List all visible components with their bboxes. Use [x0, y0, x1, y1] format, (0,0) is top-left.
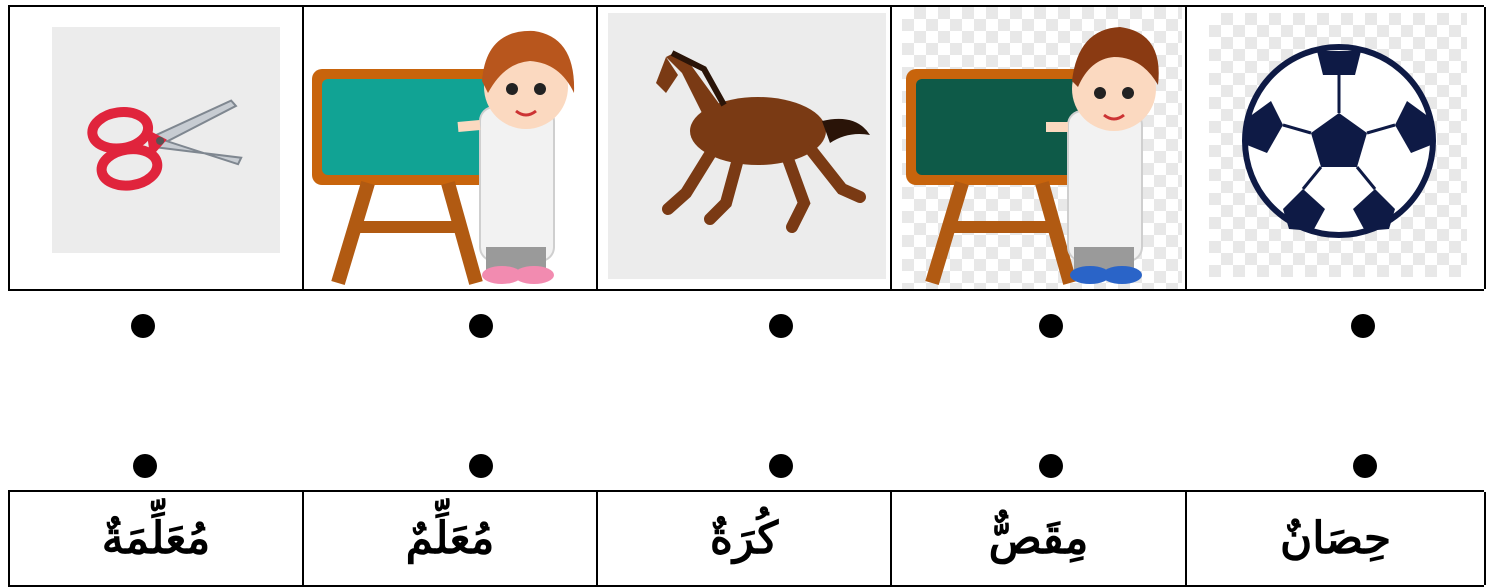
word-label: مُعَلِّمٌ	[405, 512, 495, 564]
picture-row	[8, 5, 1484, 291]
soccer-ball-icon	[1209, 13, 1467, 277]
picture-cell-soccer-ball	[1187, 7, 1486, 289]
word-label: مُعَلِّمَةٌ	[101, 512, 211, 564]
soccer-ball-image	[1209, 13, 1467, 277]
picture-cell-female-teacher	[304, 7, 598, 289]
word-label: كُرَةٌ	[709, 512, 779, 564]
picture-dot-3[interactable]	[769, 314, 793, 338]
word-label: مِقَصٌّ	[988, 512, 1089, 564]
female-teacher-image	[308, 7, 594, 289]
male-teacher-icon	[902, 7, 1182, 289]
word-dot-2[interactable]	[469, 454, 493, 478]
picture-dot-2[interactable]	[469, 314, 493, 338]
picture-dot-5[interactable]	[1351, 314, 1375, 338]
word-dot-5[interactable]	[1353, 454, 1377, 478]
picture-cell-male-teacher	[892, 7, 1187, 289]
word-cell-2	[304, 492, 598, 585]
word-dot-3[interactable]	[769, 454, 793, 478]
female-teacher-icon	[308, 7, 594, 289]
picture-cell-scissors	[10, 7, 304, 289]
picture-dot-1[interactable]	[131, 314, 155, 338]
word-cell-4	[892, 492, 1187, 585]
horse-image	[608, 13, 886, 279]
word-cell-5	[1187, 492, 1486, 585]
male-teacher-image	[902, 7, 1182, 289]
picture-cell-horse	[598, 7, 892, 289]
scissors-icon	[52, 27, 280, 253]
horse-icon	[608, 13, 886, 279]
word-cell-1	[10, 492, 304, 585]
word-label: حِصَانٌ	[1279, 512, 1392, 564]
word-dot-1[interactable]	[133, 454, 157, 478]
word-cell-3	[598, 492, 892, 585]
scissors-image	[52, 27, 280, 253]
picture-dot-4[interactable]	[1039, 314, 1063, 338]
word-dot-4[interactable]	[1039, 454, 1063, 478]
word-row	[8, 490, 1484, 587]
